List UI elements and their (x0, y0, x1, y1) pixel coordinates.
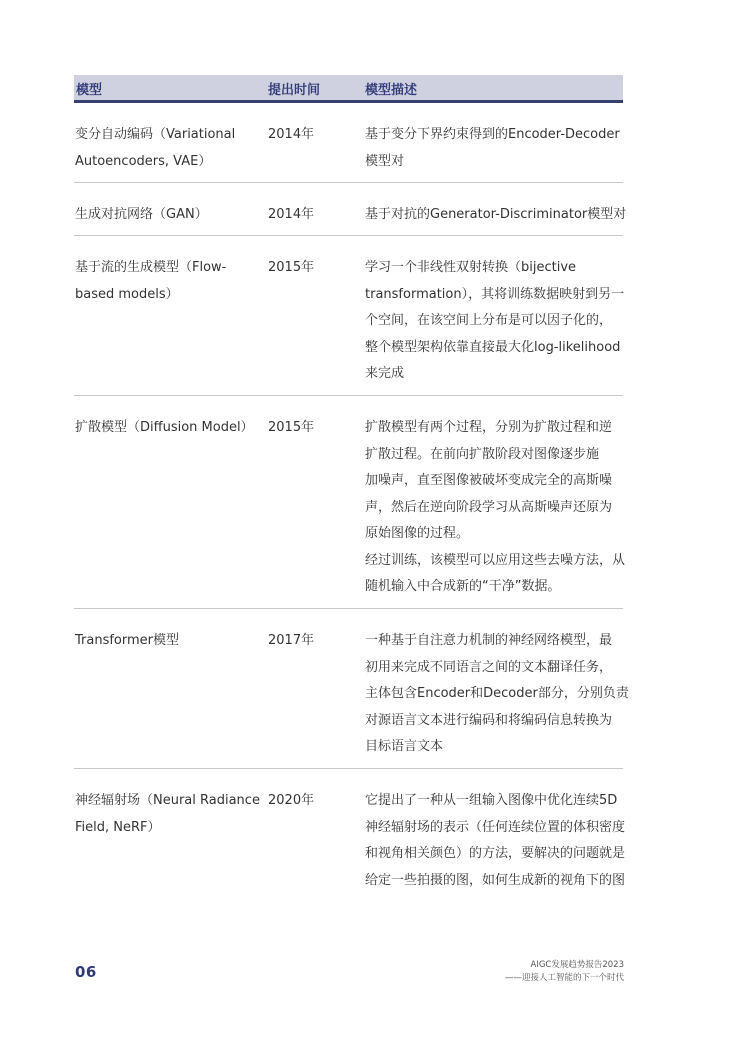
description-cell (365, 122, 627, 175)
year-text: 2015年 (268, 420, 315, 435)
description-line: 整个模型架构依靠直接最大化log-likelihood (365, 339, 621, 355)
page-number: 06 (75, 963, 97, 981)
row-divider (74, 768, 623, 769)
row-divider (74, 608, 623, 609)
description-line: 扩散过程。在前向扩散阶段对图像逐步施 (365, 446, 600, 462)
header-model: 模型 (76, 83, 103, 98)
model-name-line: based models） (75, 286, 179, 302)
description-line: 经过训练，该模型可以应用这些去噪方法，从 (365, 552, 626, 568)
model-name-line: 变分自动编码（Variational (75, 127, 236, 142)
description-line: 和视角相关颜色）的方法，要解决的问题就是 (365, 846, 626, 861)
description-line: 主体包含Encoder和Decoder部分，分别负责 (365, 686, 629, 701)
year-cell (268, 415, 348, 442)
row-divider (74, 182, 623, 183)
description-line: 对源语言文本进行编码和将编码信息转换为 (365, 712, 613, 728)
model-name-cell (75, 415, 255, 442)
model-name-line: Autoencoders, VAE） (75, 153, 212, 169)
model-name-cell (75, 788, 260, 841)
table-header (74, 75, 623, 103)
description-line: 初用来完成不同语言之间的文本翻译任务， (365, 659, 613, 675)
description-line: 声，然后在逆向阶段学习从高斯噪声还原为 (365, 499, 613, 515)
model-name-cell (75, 255, 255, 308)
report-title: AIGC发展趋势报告2023 (530, 960, 624, 970)
description-line: 来完成 (365, 366, 405, 381)
description-cell (365, 202, 627, 229)
year-cell (268, 122, 348, 149)
description-line: 基于变分下界约束得到的Encoder-Decoder (365, 127, 620, 142)
year-text: 2014年 (268, 127, 315, 142)
description-line: transformation），其将训练数据映射到另一 (365, 286, 625, 302)
header-year: 提出时间 (268, 83, 321, 98)
year-text: 2020年 (268, 793, 315, 808)
report-footer (505, 959, 624, 985)
model-name-line: Transformer模型 (75, 633, 180, 648)
year-text: 2014年 (268, 207, 315, 222)
model-name-cell (75, 122, 255, 175)
model-name-line: 基于流的生成模型（Flow- (75, 260, 227, 275)
year-cell (268, 628, 348, 655)
model-name-line: 神经辐射场（Neural Radiance (75, 793, 260, 808)
row-divider (74, 235, 623, 236)
description-line: 随机输入中合成新的“干净”数据。 (365, 579, 561, 594)
model-name-line: Field, NeRF） (75, 819, 161, 835)
description-cell (365, 788, 627, 894)
description-cell (365, 255, 627, 388)
year-cell (268, 202, 348, 229)
description-line: 原始图像的过程。 (365, 526, 470, 541)
description-line: 它提出了一种从一组输入图像中优化连续5D (365, 793, 618, 808)
year-text: 2017年 (268, 633, 315, 648)
report-subtitle: ——迎接人工智能的下一个时代 (504, 973, 624, 983)
row-divider (74, 395, 623, 396)
model-name-cell (75, 628, 255, 655)
year-cell (268, 255, 348, 282)
description-cell (365, 628, 627, 761)
model-name-cell (75, 202, 255, 229)
description-line: 基于对抗的Generator-Discriminator模型对 (365, 207, 627, 222)
description-line: 模型对 (365, 153, 405, 169)
description-line: 神经辐射场的表示（任何连续位置的体积密度 (365, 819, 626, 835)
header-description: 模型描述 (365, 83, 418, 98)
model-name-line: 扩散模型（Diffusion Model） (75, 420, 254, 435)
year-cell (268, 788, 348, 815)
description-line: 给定一些拍摄的图，如何生成新的视角下的图 (365, 872, 626, 888)
description-line: 目标语言文本 (365, 739, 444, 754)
description-line: 学习一个非线性双射转换（bijective (365, 260, 577, 275)
year-text: 2015年 (268, 260, 315, 275)
model-name-line: 生成对抗网络（GAN） (75, 207, 208, 222)
description-line: 一种基于自注意力机制的神经网络模型，最 (365, 633, 613, 648)
description-line: 个空间，在该空间上分布是可以因子化的， (365, 313, 613, 328)
description-line: 加噪声，直至图像被破坏变成完全的高斯噪 (365, 473, 613, 488)
description-cell (365, 415, 627, 601)
description-line: 扩散模型有两个过程，分别为扩散过程和逆 (365, 420, 613, 435)
